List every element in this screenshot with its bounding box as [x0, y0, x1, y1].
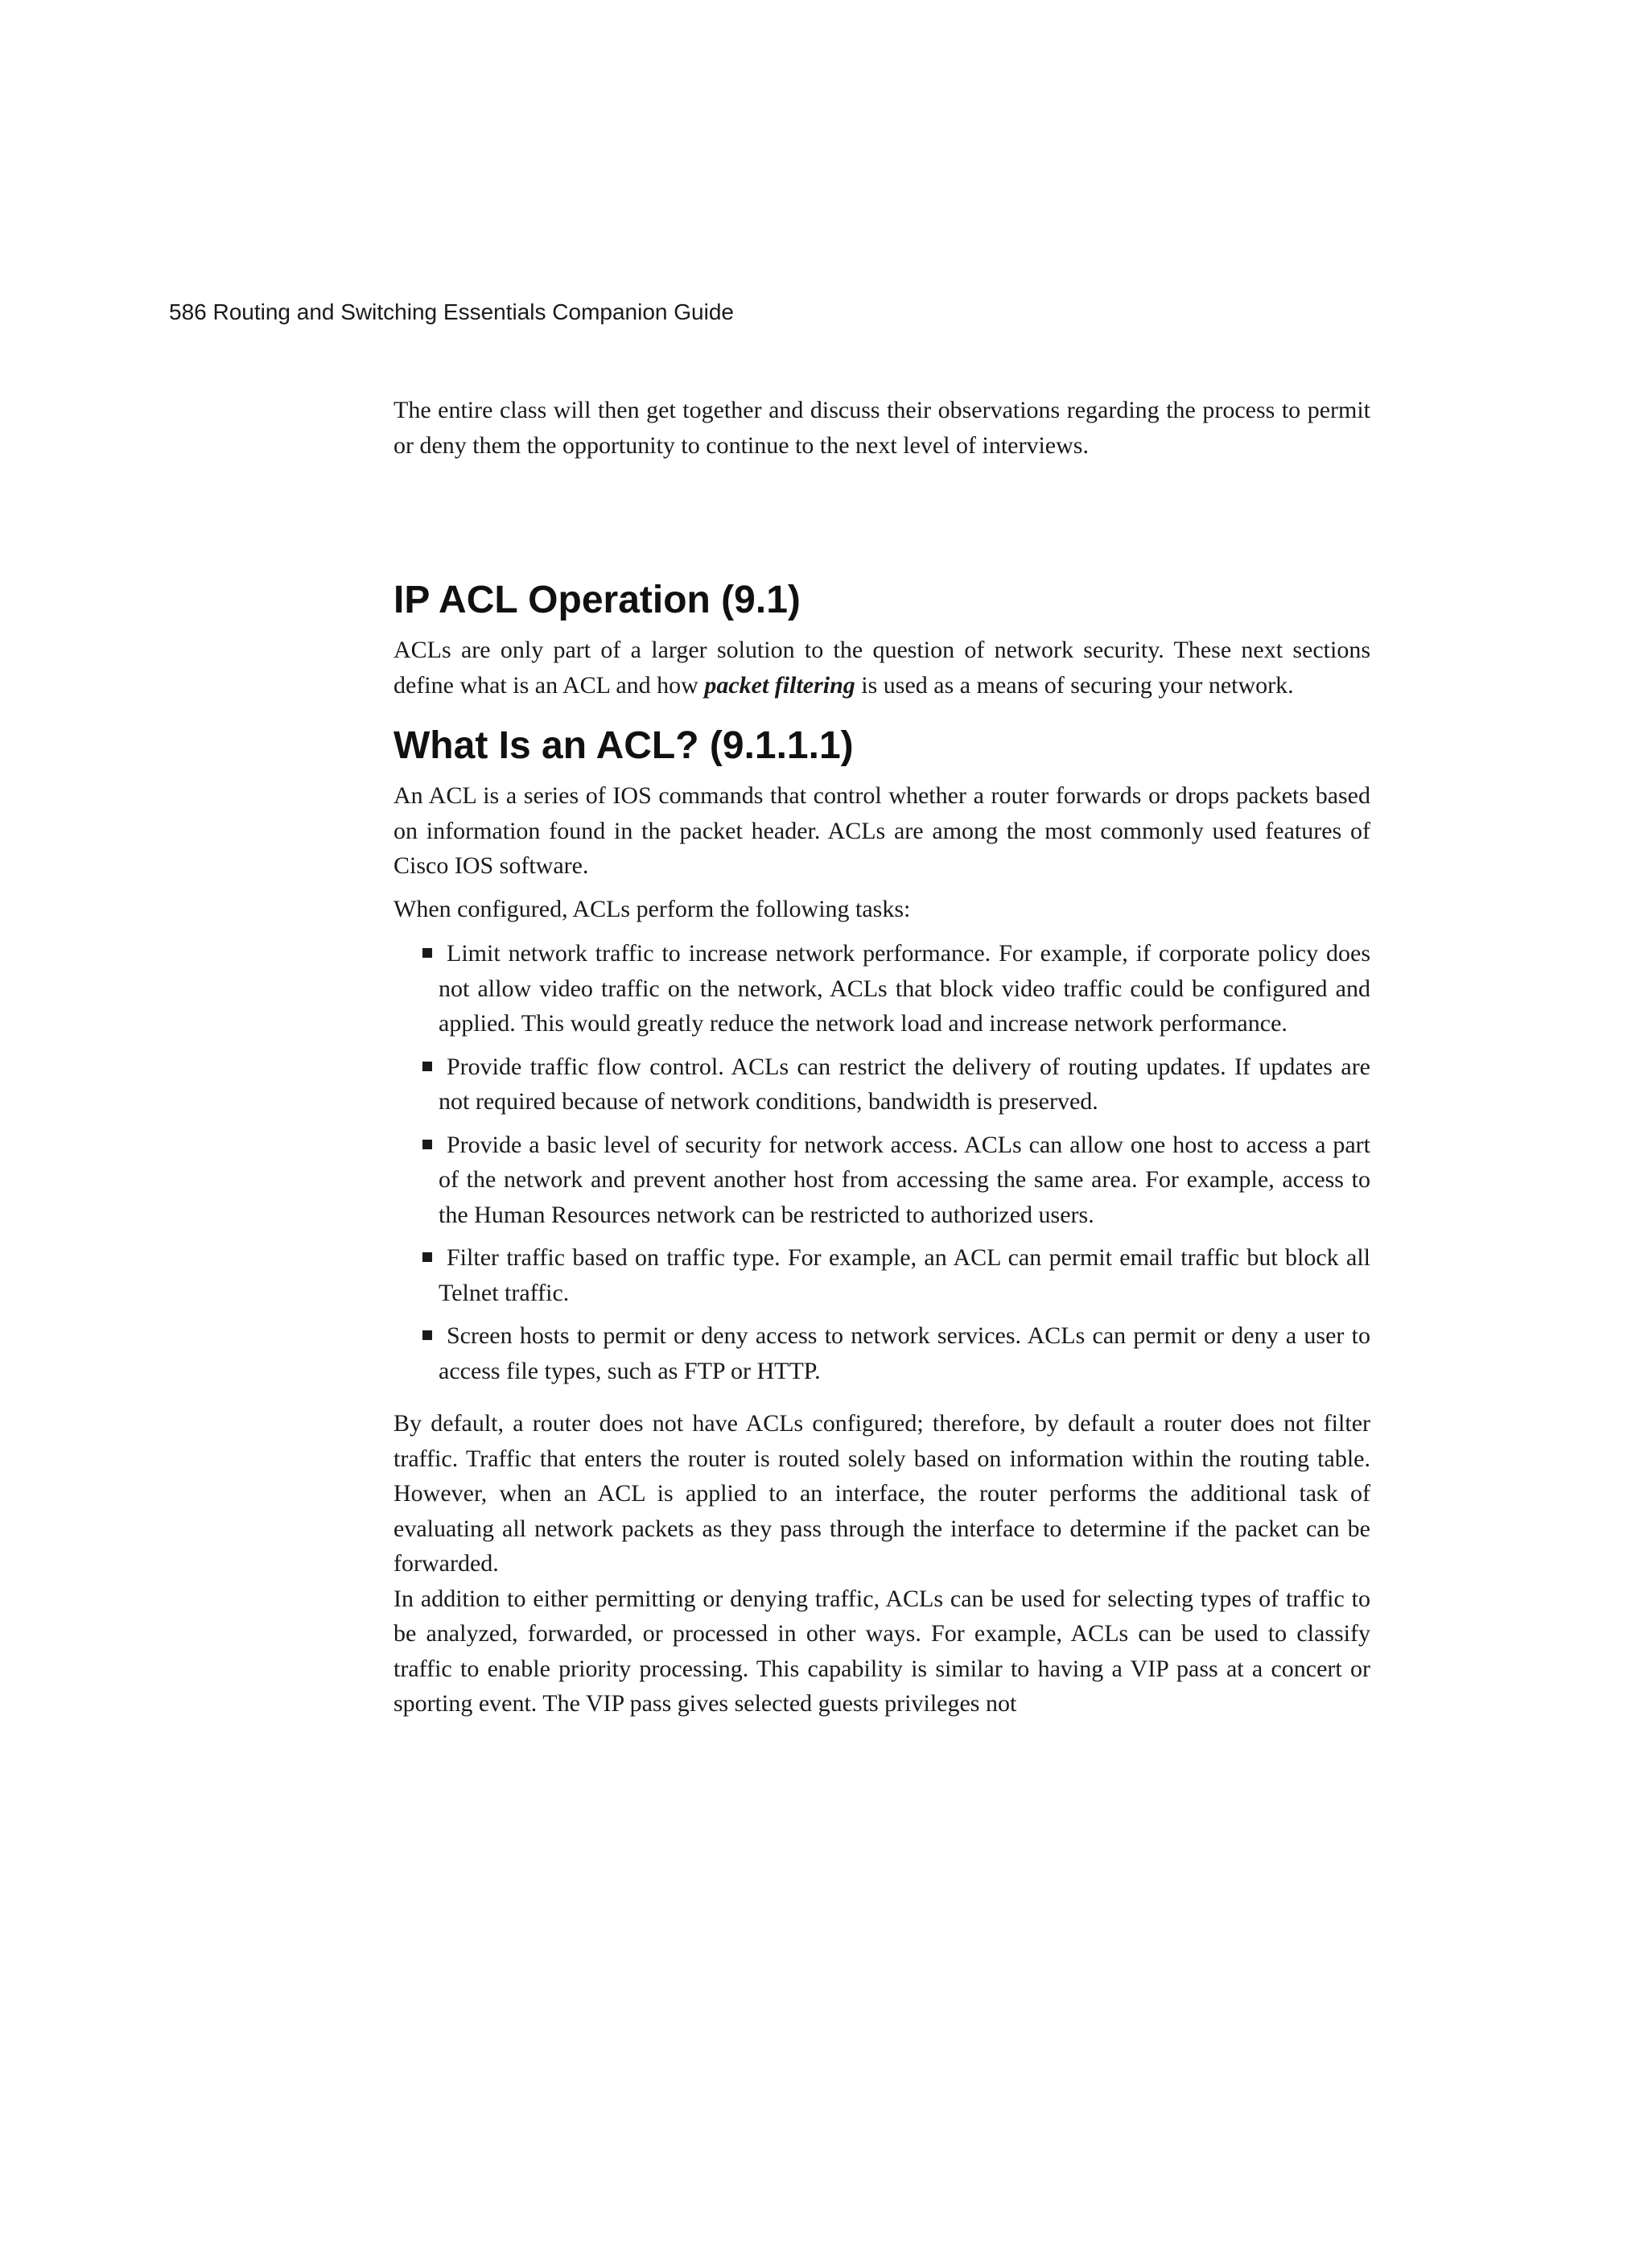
intro-paragraph: The entire class will then get together and discuss their observations regarding the process to permit or deny them the opportunity to continue to the next level of interviews.	[393, 397, 1370, 459]
list-item-text: Screen hosts to permit or deny access to network services. ACLs can permit or deny a user to access file types, such as FTP or HTTP.	[439, 1322, 1370, 1384]
square-bullet-icon	[422, 1062, 432, 1071]
running-head: 586 Routing and Switching Essentials Companion Guide	[169, 299, 734, 324]
square-bullet-icon	[422, 1330, 432, 1340]
ip-acl-text-before: ACLs are only part of a larger solution to the question of network security. These next sections define what is an ACL and how	[393, 637, 1370, 699]
list-item-text: Provide a basic level of security for network access. ACLs can allow one host to access a part of the network and prevent another host from accessing the same area. For example, access to the Human Resources network can be restricted to authorized users.	[439, 1131, 1370, 1228]
page-content	[393, 393, 1370, 1722]
acl-definition-paragraph: An ACL is a series of IOS commands that control whether a router forwards or drops packets based on information found in the packet header. ACLs are among the most commonly used features of Cisco IOS software.	[393, 782, 1370, 879]
acl-tasks-list	[393, 936, 1370, 1388]
traffic-classification-paragraph: In addition to either permitting or denying traffic, ACLs can be used for selecting types of traffic to be analyzed, forwarded, or processed in other ways. For example, ACLs can be used to classify traffic to enable priority processing. This capability is similar to having a VIP pass at a concert or sporting event. The VIP pass gives selected guests privileges not	[393, 1585, 1370, 1717]
ip-acl-text-after: is used as a means of securing your network.	[855, 671, 1294, 699]
list-item	[393, 1049, 1370, 1120]
list-item	[393, 1128, 1370, 1233]
section-heading-what-is-acl: What Is an ACL? (9.1.1.1)	[393, 724, 854, 767]
ip-acl-intro-paragraph	[393, 633, 1370, 703]
list-item-text: Limit network traffic to increase network performance. For example, if corporate policy does not allow video traffic on the network, ACLs that block video traffic could be configured and applied. This would greatly reduce the network load and increase network performance.	[439, 940, 1370, 1037]
key-term-packet-filtering: packet filtering	[704, 671, 855, 699]
square-bullet-icon	[422, 1252, 432, 1262]
default-behavior-paragraph: By default, a router does not have ACLs configured; therefore, by default a router does not filter traffic. Traffic that enters the router is routed solely based on information within the routing table. However, when an ACL is applied to an interface, the router performs the additional task of evaluating all network packets as they pass through the interface to determine if the packet can be forwarded.	[393, 1410, 1370, 1577]
tasks-intro-paragraph: When configured, ACLs perform the following tasks:	[393, 895, 911, 922]
square-bullet-icon	[422, 1140, 432, 1149]
square-bullet-icon	[422, 948, 432, 958]
list-item	[393, 1240, 1370, 1310]
list-item	[393, 1318, 1370, 1388]
list-item	[393, 936, 1370, 1041]
list-item-text: Provide traffic flow control. ACLs can restrict the delivery of routing updates. If updates are not required because of network conditions, bandwidth is preserved.	[439, 1053, 1370, 1115]
list-item-text: Filter traffic based on traffic type. For example, an ACL can permit email traffic but block all Telnet traffic.	[439, 1244, 1370, 1306]
section-heading-ip-acl-operation: IP ACL Operation (9.1)	[393, 579, 801, 621]
